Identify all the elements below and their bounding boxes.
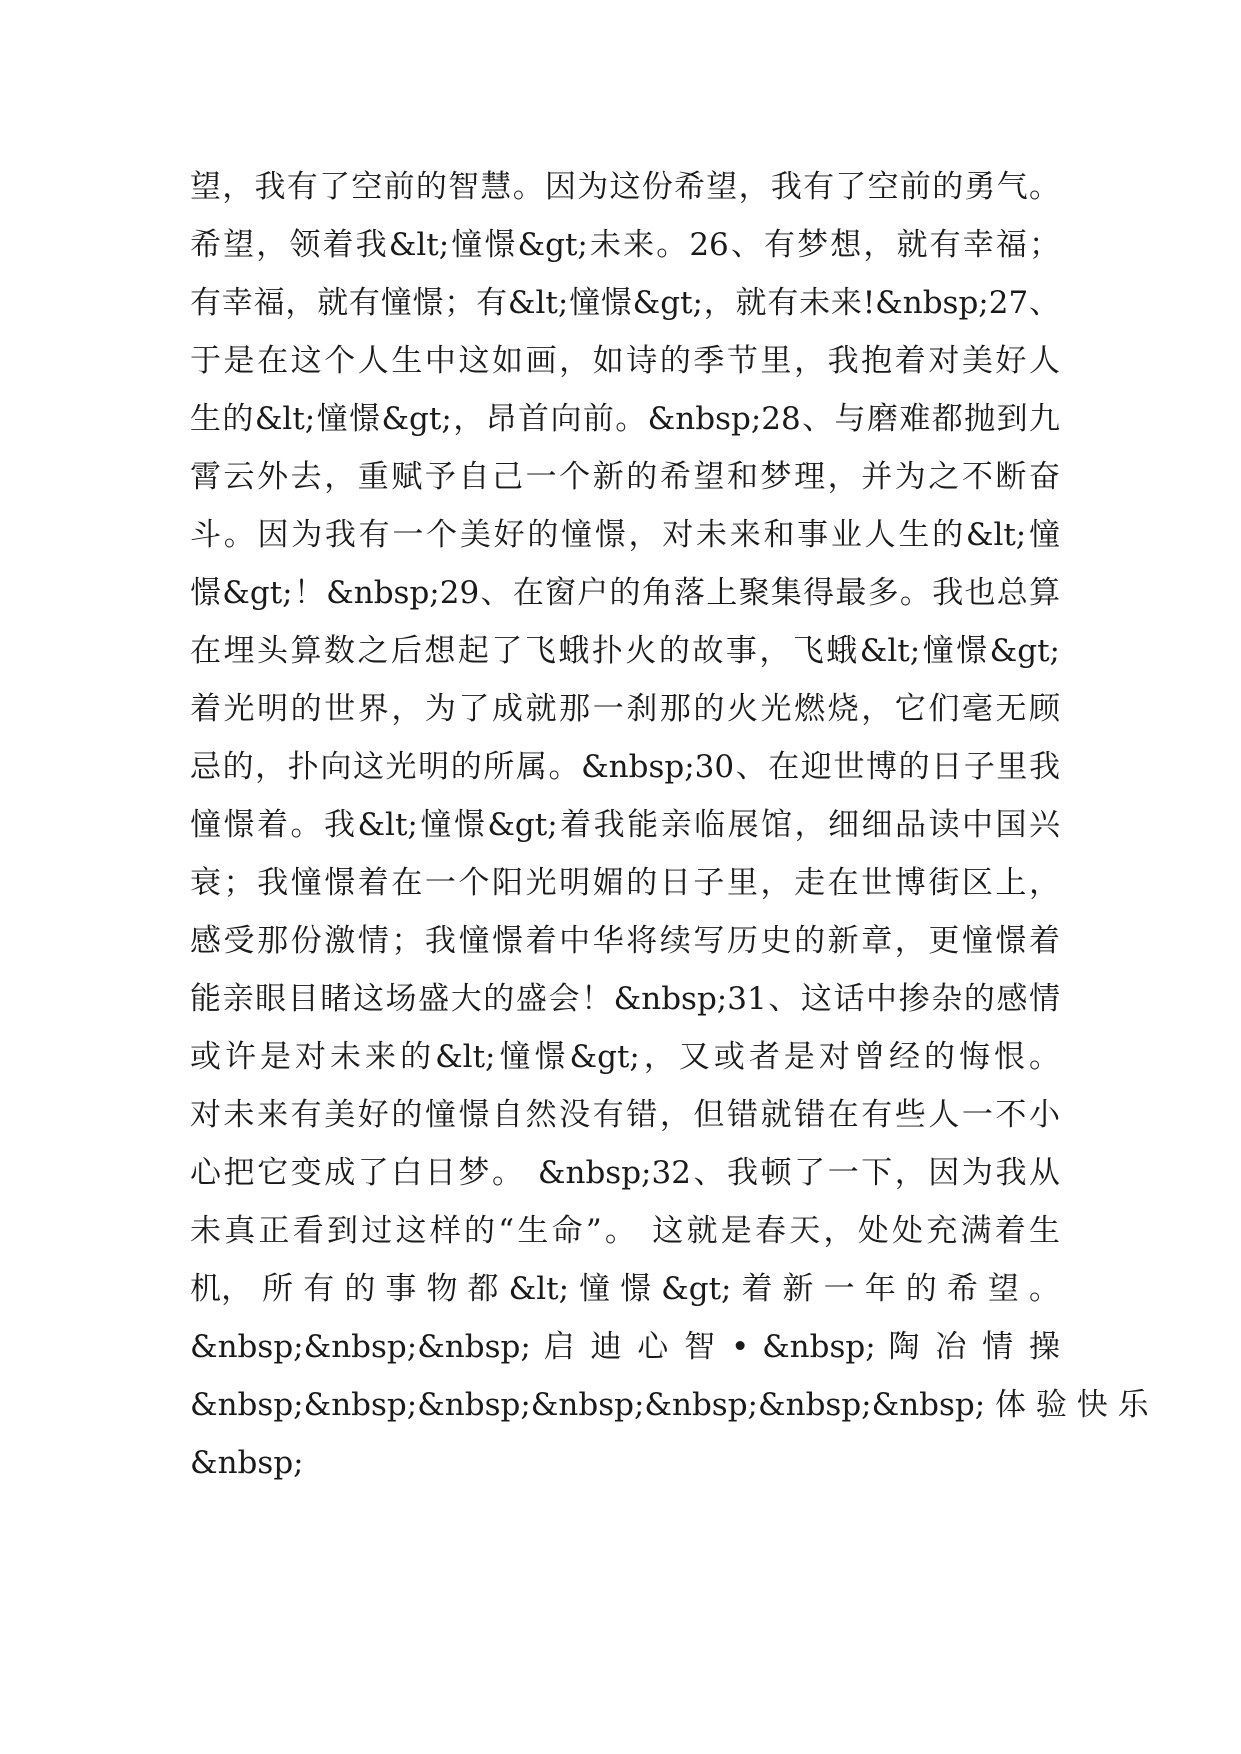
text-line: 望，我有了空前的智慧。因为这份希望，我有了空前的勇气。	[190, 169, 1060, 205]
text-line: 憧憬着。我&lt;憧憬&gt;着我能亲临展馆，细细品读中国兴	[190, 807, 1060, 843]
text-line: 在埋头算数之后想起了飞蛾扑火的故事，飞蛾&lt;憧憬&gt;	[190, 633, 1060, 669]
text-line: 霄云外去，重赋予自己一个新的希望和梦理，并为之不断奋	[190, 459, 1060, 495]
text-line: 有幸福，就有憧憬；有&lt;憧憬&gt;，就有未来!&nbsp;27、	[190, 285, 1060, 321]
text-line: 感受那份激情；我憧憬着中华将续写历史的新章，更憧憬着	[190, 923, 1060, 959]
text-line: 斗。因为我有一个美好的憧憬，对未来和事业人生的&lt;憧	[190, 517, 1060, 553]
document-body	[190, 158, 1149, 1492]
text-line: &nbsp;	[190, 1445, 304, 1481]
text-line: 着光明的世界，为了成就那一刹那的火光燃烧，它们毫无顾	[190, 691, 1060, 727]
text-line: 未真正看到过这样的“生命”。 这就是春天，处处充满着生	[190, 1213, 1060, 1249]
text-line: 对未来有美好的憧憬自然没有错，但错就错在有些人一不小	[190, 1097, 1060, 1133]
text-line: &nbsp;&nbsp;&nbsp;&nbsp;&nbsp;&nbsp;&nbsp; 体 验 快 乐	[190, 1387, 1149, 1423]
text-line: 于是在这个人生中这如画，如诗的季节里，我抱着对美好人	[190, 343, 1060, 379]
text-line: 忌的，扑向这光明的所属。&nbsp;30、在迎世博的日子里我	[190, 749, 1060, 785]
text-line: 心把它变成了白日梦。 &nbsp;32、我顿了一下，因为我从	[190, 1155, 1060, 1191]
text-line: 希望，领着我&lt;憧憬&gt;未来。26、有梦想，就有幸福；	[190, 227, 1060, 263]
text-line: 衰；我憧憬着在一个阳光明媚的日子里，走在世博街区上，	[190, 865, 1060, 901]
text-line: 能亲眼目睹这场盛大的盛会！&nbsp;31、这话中掺杂的感情	[190, 981, 1060, 1017]
text-line: 机， 所 有 的 事 物 都 &lt; 憧 憬 &gt; 着 新 一 年 的 希 望 。	[190, 1271, 1060, 1307]
text-line: 或许是对未来的&lt;憧憬&gt;，又或者是对曾经的悔恨。	[190, 1039, 1060, 1075]
text-line: 生的&lt;憧憬&gt;，昂首向前。&nbsp;28、与磨难都抛到九	[190, 401, 1060, 437]
text-line: &nbsp;&nbsp;&nbsp; 启 迪 心 智 • &nbsp; 陶 冶 情 操	[190, 1329, 1060, 1365]
text-line: 憬&gt;！&nbsp;29、在窗户的角落上聚集得最多。我也总算	[190, 575, 1060, 611]
